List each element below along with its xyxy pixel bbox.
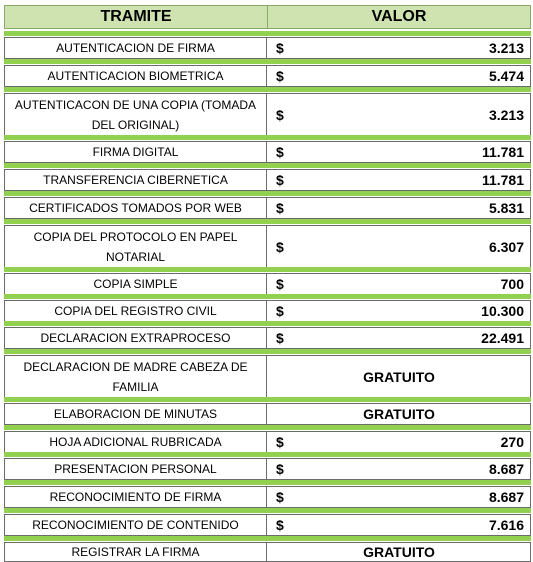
amount-value: 11.781 bbox=[481, 144, 524, 160]
row-separator bbox=[4, 508, 531, 513]
row-separator bbox=[4, 31, 531, 36]
row-separator bbox=[4, 87, 531, 92]
currency-symbol: $ bbox=[276, 517, 284, 533]
valor-cell bbox=[268, 226, 530, 268]
currency-symbol: $ bbox=[276, 107, 284, 123]
table-row bbox=[4, 431, 531, 453]
valor-cell bbox=[268, 66, 530, 86]
tramite-cell: PRESENTACION PERSONAL bbox=[5, 459, 267, 479]
row-separator bbox=[4, 294, 531, 299]
currency-symbol: $ bbox=[276, 40, 284, 56]
tramite-cell: RECONOCIMIENTO DE CONTENIDO bbox=[5, 515, 267, 535]
valor-cell bbox=[268, 356, 530, 398]
amount-value: 11.781 bbox=[481, 172, 524, 188]
table-row bbox=[4, 542, 531, 562]
row-separator bbox=[4, 191, 531, 196]
currency-symbol: $ bbox=[276, 144, 284, 160]
currency-symbol: $ bbox=[276, 303, 284, 319]
table-row bbox=[4, 514, 531, 536]
row-separator bbox=[4, 452, 531, 457]
valor-cell bbox=[268, 142, 530, 162]
tramite-cell: COPIA SIMPLE bbox=[5, 274, 267, 294]
row-separator bbox=[4, 425, 531, 430]
table-row bbox=[4, 355, 531, 399]
tramite-cell: AUTENTICACON DE UNA COPIA (TOMADA DEL ORIGINAL) bbox=[5, 94, 267, 136]
currency-symbol: $ bbox=[276, 330, 284, 346]
tramite-cell: AUTENTICACION DE FIRMA bbox=[5, 38, 267, 58]
valor-cell bbox=[268, 328, 530, 348]
amount-value: 6.307 bbox=[488, 239, 524, 255]
row-separator bbox=[4, 349, 531, 354]
tramite-cell: COPIA DEL REGISTRO CIVIL bbox=[5, 301, 267, 321]
row-separator bbox=[4, 135, 531, 140]
amount-value: 8.687 bbox=[488, 489, 524, 505]
table-row bbox=[4, 141, 531, 163]
amount-value: 5.831 bbox=[488, 200, 524, 216]
table-row bbox=[4, 169, 531, 191]
table-row bbox=[4, 225, 531, 269]
free-label: GRATUITO bbox=[363, 406, 435, 422]
header-tramite: TRAMITE bbox=[5, 6, 268, 28]
currency-symbol: $ bbox=[276, 239, 284, 255]
tramite-cell: FIRMA DIGITAL bbox=[5, 142, 267, 162]
valor-cell bbox=[268, 487, 530, 507]
valor-cell bbox=[268, 432, 530, 452]
tramite-cell: DECLARACION DE MADRE CABEZA DE FAMILIA bbox=[5, 356, 267, 398]
currency-symbol: $ bbox=[276, 276, 284, 292]
table-row bbox=[4, 458, 531, 480]
valor-cell bbox=[268, 404, 530, 424]
amount-value: 270 bbox=[500, 434, 524, 450]
currency-symbol: $ bbox=[276, 200, 284, 216]
header-valor: VALOR bbox=[371, 8, 427, 25]
table-row bbox=[4, 273, 531, 295]
row-separator bbox=[4, 321, 531, 326]
amount-value: 10.300 bbox=[481, 303, 524, 319]
table-row bbox=[4, 403, 531, 425]
amount-value: 8.687 bbox=[488, 461, 524, 477]
currency-symbol: $ bbox=[276, 68, 284, 84]
table-row bbox=[4, 65, 531, 87]
free-label: GRATUITO bbox=[363, 544, 435, 560]
valor-cell bbox=[268, 274, 530, 294]
amount-value: 5.474 bbox=[488, 68, 524, 84]
row-separator bbox=[4, 536, 531, 541]
currency-symbol: $ bbox=[276, 461, 284, 477]
currency-symbol: $ bbox=[276, 434, 284, 450]
table-row bbox=[4, 300, 531, 322]
tramite-cell: REGISTRAR LA FIRMA bbox=[5, 543, 267, 561]
currency-symbol: $ bbox=[276, 172, 284, 188]
tramite-cell: DECLARACION EXTRAPROCESO bbox=[5, 328, 267, 348]
row-separator bbox=[4, 397, 531, 402]
valor-cell bbox=[268, 38, 530, 58]
valor-cell bbox=[268, 301, 530, 321]
valor-cell bbox=[268, 94, 530, 136]
valor-cell bbox=[268, 170, 530, 190]
tramite-cell: ELABORACION DE MINUTAS bbox=[5, 404, 267, 424]
table-row bbox=[4, 486, 531, 508]
amount-value: 7.616 bbox=[488, 517, 524, 533]
amount-value: 700 bbox=[500, 276, 524, 292]
tramite-cell: RECONOCIMIENTO DE FIRMA bbox=[5, 487, 267, 507]
free-label: GRATUITO bbox=[363, 369, 435, 385]
row-separator bbox=[4, 219, 531, 224]
table-row bbox=[4, 197, 531, 219]
row-separator bbox=[4, 59, 531, 64]
table-row bbox=[4, 37, 531, 59]
table-header bbox=[4, 5, 531, 29]
currency-symbol: $ bbox=[276, 489, 284, 505]
table-row bbox=[4, 327, 531, 349]
valor-cell bbox=[268, 543, 530, 561]
valor-cell bbox=[268, 515, 530, 535]
tramite-cell: HOJA ADICIONAL RUBRICADA bbox=[5, 432, 267, 452]
tramite-cell: CERTIFICADOS TOMADOS POR WEB bbox=[5, 198, 267, 218]
tramite-cell: COPIA DEL PROTOCOLO EN PAPEL NOTARIAL bbox=[5, 226, 267, 268]
valor-cell bbox=[268, 459, 530, 479]
amount-value: 3.213 bbox=[488, 107, 524, 123]
amount-value: 22.491 bbox=[481, 330, 524, 346]
tramite-cell: TRANSFERENCIA CIBERNETICA bbox=[5, 170, 267, 190]
valor-cell bbox=[268, 198, 530, 218]
amount-value: 3.213 bbox=[488, 40, 524, 56]
row-separator bbox=[4, 163, 531, 168]
row-separator bbox=[4, 267, 531, 272]
row-separator bbox=[4, 480, 531, 485]
tramite-cell: AUTENTICACION BIOMETRICA bbox=[5, 66, 267, 86]
table-row bbox=[4, 93, 531, 137]
